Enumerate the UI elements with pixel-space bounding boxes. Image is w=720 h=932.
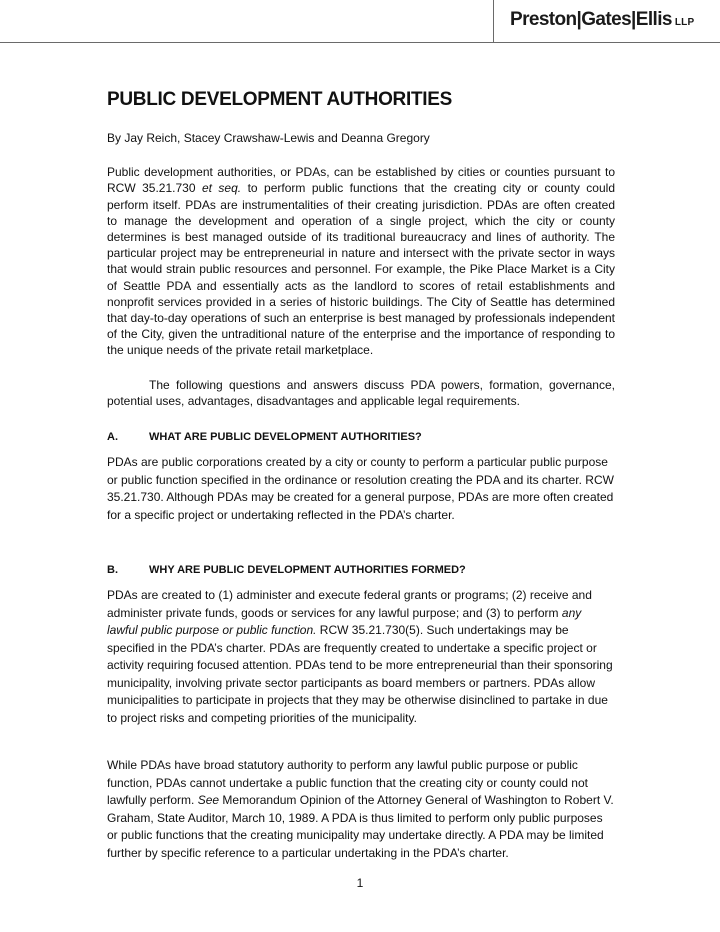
section-a-title: WHAT ARE PUBLIC DEVELOPMENT AUTHORITIES?: [149, 431, 422, 444]
intro-paragraph: [107, 164, 615, 358]
header-rule: [0, 42, 720, 43]
intro-text-2: to perform public functions that the creating city or county could perform itself. PDAs are instrumentalities of their creating jurisdiction. PDAs are often created to manage the development and operation of a single project, which the city or county determines is best managed outside of its traditional bureaucracy and lines of authority. The particular project may be entrepreneurial in nature and intersect with the private sector in ways that would strain public resources and personnel. For example, the Pike Place Market is a City of Seattle PDA and essentially acts as the landlord to scores of retail establishments and nonprofit services provided in a series of historic buildings. The City of Seattle has determined that day-to-day operations of such an enterprise is best managed by professionals independent of the City, given the untraditional nature of the enterprise and the importance of responding to the unique needs of the private retail marketplace.: [107, 181, 615, 358]
section-b-text-2: RCW 35.21.730(5). Such undertakings may be specified in the PDA’s charter. PDAs are frequently created to undertake a specific project or activity requiring focused attention. PDAs tend to be more entrepreneurial than their sponsoring municipality, involving private sector participants as board members or partners. PDAs allow municipalities to participate in projects that they may be otherwise disinclined to partake in due to project risks and competing priorities of the municipality.: [107, 623, 613, 725]
firm-suffix: LLP: [674, 17, 695, 28]
questions-intro-paragraph: The following questions and answers discuss PDA powers, formation, governance, potential uses, advantages, disadvantages and applicable legal requirements.: [107, 377, 615, 408]
section-a-heading: [107, 429, 615, 445]
byline: By Jay Reich, Stacey Crawshaw-Lewis and Deanna Gregory: [107, 131, 430, 145]
section-b-p2-italic: See: [197, 793, 220, 808]
header-divider: [493, 0, 494, 42]
section-b-italic: any lawful public purpose or public function.: [107, 605, 582, 638]
section-b-paragraph-2: [107, 757, 615, 862]
page-header: [0, 0, 720, 44]
intro-text-1: Public development authorities, or PDAs, can be established by cities or counties pursuant to RCW 35.21.730: [107, 165, 615, 196]
firm-logo: [510, 9, 694, 31]
section-b-title: WHY ARE PUBLIC DEVELOPMENT AUTHORITIES FORMED?: [149, 564, 466, 577]
section-a-text: PDAs are public corporations created by a city or county to perform a particular public purpose or public function specified in the ordinance or resolution creating the PDA and its charter. RCW 35.21.730. Although PDAs may be created for a general purpose, PDAs are more often created for a specific project or undertaking reflected in the PDA’s charter.: [107, 455, 614, 522]
document-body: [107, 88, 615, 862]
section-b-p2-text-2: Memorandum Opinion of the Attorney General of Washington to Robert V. Graham, State Auditor, March 10, 1989. A PDA is thus limited to perform only public purposes or public functions that the creating municipality may undertake directly. A PDA may be limited further by specific reference to a particular undertaking in the PDA’s charter.: [107, 793, 614, 860]
firm-name: Preston|Gates|Ellis: [510, 9, 672, 30]
intro-italic: et seq.: [201, 181, 242, 196]
section-b-text: [107, 587, 615, 727]
section-b-text-1: PDAs are created to (1) administer and execute federal grants or programs; (2) receive and administer private funds, goods or services for any lawful purpose; and (3) to perform: [107, 588, 592, 620]
section-b-letter: B.: [107, 564, 118, 577]
page-number: 1: [356, 876, 364, 890]
section-a-letter: A.: [107, 431, 118, 444]
section-b-heading: [107, 562, 615, 578]
document-title: PUBLIC DEVELOPMENT AUTHORITIES: [107, 89, 452, 110]
section-b-p2-text-1: While PDAs have broad statutory authority to perform any lawful public purpose or public function, PDAs cannot undertake a public function that the creating city or county could not lawfully perform.: [107, 758, 588, 808]
